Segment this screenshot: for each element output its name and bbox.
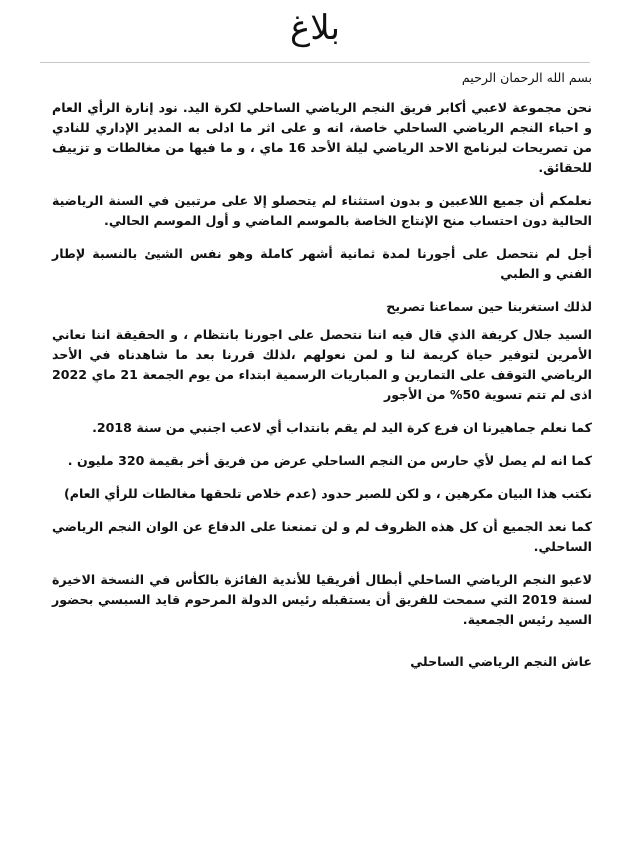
paragraph-reluctant: نكتب هذا البيان مكرهين ، و لكن للصبر حدود (عدم خلاص تلحقها مغالطات للرأي العام) <box>63 486 592 501</box>
paragraph-intro: نحن مجموعة لاعبي أكابر فريق النجم الرياضي الساحلي لكرة اليد. نود إنارة الرأي العام و احباء النجم الرياضي الساحلي خاصة، انه و على اثر ما ادلى به المدير الإداري للنادي من تصريحات لبرنامج الاحد الرياضي ليلة الأحد 16 ماي ، و ما فيها من مغالطات و تزييف للحقائق. <box>52 100 592 175</box>
document-body <box>52 68 592 685</box>
signature-line: عاش النجم الرياضي الساحلي <box>410 654 592 669</box>
title-divider <box>40 62 590 63</box>
paragraph-champions: لاعبو النجم الرياضي الساحلي أبطال أفريقيا للأندية الفائزة بالكأس في النسخة الاخيرة لسنة 2019 التي سمحت للفريق أن يستقبله رئيس الدولة المرحوم قايد السبسي بحضور السيد رئيس الجمعية. <box>52 572 592 627</box>
paragraph-eight-months: أجل لم نتحصل على أجورنا لمدة ثمانية أشهر كاملة وهو نفس الشيئ بالنسبة لإطار الفني و الطبي <box>52 246 592 281</box>
document-title: بلاغ <box>289 8 341 48</box>
paragraph-no-foreign-player: كما نعلم جماهيرنا ان فرع كرة اليد لم يقم بانتداب أي لاعب اجنبي من سنة 2018. <box>92 420 592 435</box>
basmala: بسم الله الرحمان الرحيم <box>461 70 592 85</box>
paragraph-goalkeeper-offer: كما انه لم يصل لأي حارس من النجم الساحلي عرض من فريق أخر بقيمة 320 مليون . <box>67 453 592 468</box>
paragraph-salaries: نعلمكم أن جميع اللاعبين و بدون استثناء لم يتحصلو إلا على مرتبين في السنة الرياضية الحالية دون احتساب منح الإنتاج الخاصة بالموسم الماضي و أول الموسم الحالي. <box>52 193 592 228</box>
paragraph-surprise: لذلك استغربنا حين سماعنا تصريح <box>386 299 592 314</box>
paragraph-statement: السيد جلال كريفة الذي قال فيه اننا نتحصل على اجورنا بانتظام ، و الحقيقة اننا نعاني الأمرين لتوفير حياة كريمة لنا و لمن نعولهم ،لذلك قررنا بعد ما شاهدناه في الأحد الرياضي التوقف على التمارين و المباريات الرسمية ابتداء من يوم الجمعة 21 ماي 2022 اذى لم تتم تسوية 50% من الأجور <box>52 327 592 402</box>
paragraph-promise: كما نعد الجميع أن كل هذه الظروف لم و لن تمنعنا على الدفاع عن الوان النجم الرياضي الساحلي. <box>52 519 592 554</box>
